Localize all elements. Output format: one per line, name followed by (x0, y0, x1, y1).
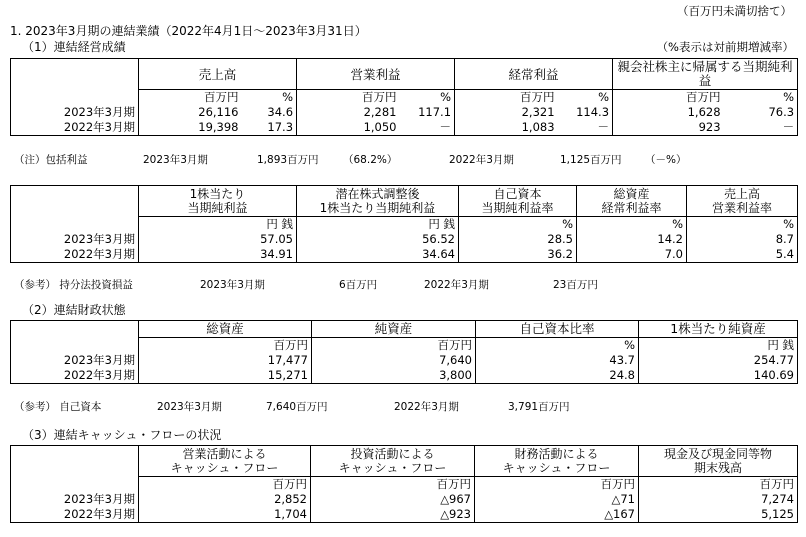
section-title: 1. 2023年3月期の連結業績（2022年4月1日～2023年3月31日） (10, 24, 367, 38)
cell: － (724, 120, 798, 136)
ops-header: 経常利益 (455, 59, 613, 90)
unit-cell: % (577, 217, 687, 233)
unit-cell: 百万円 (312, 337, 476, 353)
cell: 1,083 (455, 120, 558, 136)
unit-cell: % (687, 217, 798, 233)
table-row (11, 492, 798, 507)
pershare-header: 自己資本 当期純利益率 (459, 186, 577, 217)
corner-cell (11, 321, 139, 338)
unit-cell: 百万円 (613, 90, 724, 106)
note-item: 1,125百万円 (560, 154, 622, 166)
cell: 5.4 (687, 247, 798, 263)
fin-header: 自己資本比率 (476, 321, 639, 338)
unit-cell: % (476, 337, 639, 353)
cell: 57.05 (139, 232, 297, 247)
unit-cell: 百万円 (475, 477, 639, 493)
cf-header: 財務活動による キャッシュ・フロー (475, 446, 639, 477)
cell: 140.69 (639, 368, 798, 384)
cell: 28.5 (459, 232, 577, 247)
ops-note-label: （注）包括利益 (14, 154, 88, 166)
cell: 923 (613, 120, 724, 136)
cf-header: 営業活動による キャッシュ・フロー (139, 446, 311, 477)
unit-cell: % (242, 90, 297, 106)
note-item: 7,640百万円 (266, 401, 328, 413)
pershare-header: 総資産 経常利益率 (577, 186, 687, 217)
cf-title: （3）連結キャッシュ・フローの状況 (22, 428, 222, 442)
note-item: 2022年3月期 (424, 279, 489, 291)
cell: － (400, 120, 455, 136)
table-row (11, 507, 798, 523)
cell: 17,477 (139, 353, 312, 368)
unit-cell: 円 銭 (297, 217, 459, 233)
unit-cell: 百万円 (297, 90, 400, 106)
note-item: 2023年3月期 (157, 401, 222, 413)
cell: 8.7 (687, 232, 798, 247)
table-row (11, 353, 798, 368)
unit-cell: 百万円 (639, 477, 798, 493)
cell: △967 (311, 492, 475, 507)
pershare-table (10, 185, 798, 263)
pershare-header: 売上高 営業利益率 (687, 186, 798, 217)
unit-cell: % (400, 90, 455, 106)
fin-header: 総資産 (139, 321, 312, 338)
pershare-note-label: （参考） 持分法投資損益 (14, 279, 133, 291)
ops-header: 営業利益 (297, 59, 455, 90)
cell: 5,125 (639, 507, 798, 523)
note-item: 2023年3月期 (143, 154, 208, 166)
note-item: 2022年3月期 (449, 154, 514, 166)
unit-note: （百万円未満切捨て） (677, 4, 792, 18)
cell: 34.91 (139, 247, 297, 263)
fin-header: 純資産 (312, 321, 476, 338)
unit-cell: 百万円 (311, 477, 475, 493)
cell: － (558, 120, 613, 136)
cell: 7,640 (312, 353, 476, 368)
pershare-header: 1株当たり 当期純利益 (139, 186, 297, 217)
note-item: （－%） (645, 154, 687, 166)
cell: 114.3 (558, 105, 613, 120)
cell: 34.64 (297, 247, 459, 263)
ops-table (10, 58, 798, 136)
ops-title: （1）連結経営成績 (22, 40, 126, 54)
cell: △923 (311, 507, 475, 523)
cell: 117.1 (400, 105, 455, 120)
unit-cell: 百万円 (139, 90, 242, 106)
cell: 43.7 (476, 353, 639, 368)
cell: 34.6 (242, 105, 297, 120)
note-item: （68.2%） (343, 154, 398, 166)
ops-header: 売上高 (139, 59, 297, 90)
row-label: 2022年3月期 (11, 247, 139, 263)
fin-note-label: （参考） 自己資本 (14, 401, 102, 413)
row-label: 2023年3月期 (11, 232, 139, 247)
unit-cell: 円 銭 (139, 217, 297, 233)
cell: 1,704 (139, 507, 311, 523)
fin-title: （2）連結財政状態 (22, 303, 126, 317)
row-label: 2022年3月期 (11, 368, 139, 384)
cell: 2,852 (139, 492, 311, 507)
table-row (11, 232, 798, 247)
note-item: 2022年3月期 (394, 401, 459, 413)
row-label: 2023年3月期 (11, 105, 139, 120)
unit-cell: 百万円 (139, 477, 311, 493)
unit-cell: % (724, 90, 798, 106)
cell: 15,271 (139, 368, 312, 384)
corner-cell (11, 59, 139, 90)
cell: 7.0 (577, 247, 687, 263)
cell: 17.3 (242, 120, 297, 136)
fin-header: 1株当たり純資産 (639, 321, 798, 338)
cell: 3,800 (312, 368, 476, 384)
cf-header: 投資活動による キャッシュ・フロー (311, 446, 475, 477)
unit-cell: 百万円 (139, 337, 312, 353)
corner-cell (11, 446, 139, 477)
cell: 254.77 (639, 353, 798, 368)
cell: 1,628 (613, 105, 724, 120)
cell: 24.8 (476, 368, 639, 384)
cell: 26,116 (139, 105, 242, 120)
row-label: 2022年3月期 (11, 507, 139, 523)
row-label: 2023年3月期 (11, 492, 139, 507)
corner-cell (11, 186, 139, 217)
table-row (11, 368, 798, 384)
note-item: 6百万円 (339, 279, 378, 291)
table-row (11, 247, 798, 263)
pershare-header: 潜在株式調整後 1株当たり当期純利益 (297, 186, 459, 217)
fin-table (10, 320, 798, 384)
cf-table (10, 445, 798, 523)
cell: 76.3 (724, 105, 798, 120)
cell: 2,281 (297, 105, 400, 120)
note-item: 23百万円 (553, 279, 598, 291)
unit-cell: 円 銭 (639, 337, 798, 353)
note-item: 3,791百万円 (508, 401, 570, 413)
table-row (11, 120, 798, 136)
note-item: 1,893百万円 (257, 154, 319, 166)
row-label: 2023年3月期 (11, 353, 139, 368)
unit-cell: 百万円 (455, 90, 558, 106)
cf-header: 現金及び現金同等物 期末残高 (639, 446, 798, 477)
ops-pct-note: （%表示は対前期増減率） (656, 40, 794, 54)
cell: 2,321 (455, 105, 558, 120)
table-row (11, 105, 798, 120)
unit-cell: % (459, 217, 577, 233)
unit-cell: % (558, 90, 613, 106)
cell: 14.2 (577, 232, 687, 247)
cell: 56.52 (297, 232, 459, 247)
ops-header: 親会社株主に帰属する当期純利益 (613, 59, 798, 90)
note-item: 2023年3月期 (200, 279, 265, 291)
cell: 36.2 (459, 247, 577, 263)
cell: 7,274 (639, 492, 798, 507)
cell: △71 (475, 492, 639, 507)
cell: 1,050 (297, 120, 400, 136)
cell: 19,398 (139, 120, 242, 136)
row-label: 2022年3月期 (11, 120, 139, 136)
cell: △167 (475, 507, 639, 523)
